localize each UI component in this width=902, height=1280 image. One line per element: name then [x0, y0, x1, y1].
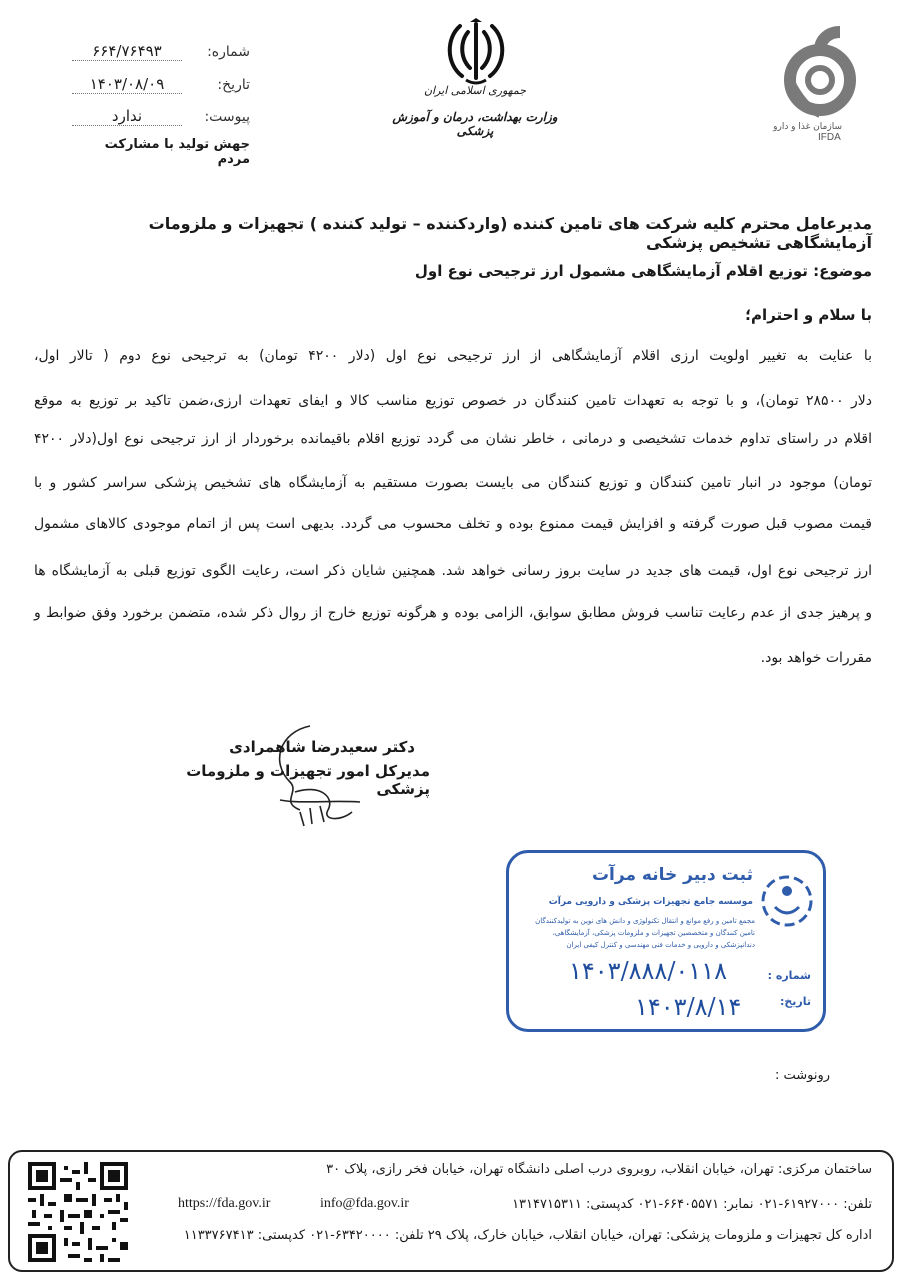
signer-name: دکتر سعیدرضا شاهمرادی [229, 738, 415, 756]
stamp-subtitle: موسسه جامع تجهیزات پزشکی و دارویی مرآت [548, 897, 753, 907]
letter-number-label: شماره: [207, 44, 250, 60]
body-line: قیمت مصوب قبل صورت گرفته و افزایش قیمت ممنوع بوده و تخلف محسوب می گردد. بدیهی است پس از اتمام موجودی کالاهای مشمول [34, 516, 872, 532]
stamp-date-handwritten: ۱۴۰۳/۸/۱۴ [635, 993, 742, 1021]
greeting: با سلام و احترام؛ [745, 306, 872, 324]
meraat-logo-icon [759, 873, 815, 929]
secretariat-stamp [506, 850, 826, 1032]
addressee: مدیرعامل محترم کلیه شرکت های تامین کننده (واردکننده – تولید کننده ) تجهیزات و ملزومات آزمایشگاهی تشخیص پزشکی [148, 214, 872, 252]
letter-date-row [60, 77, 250, 101]
stamp-small-line: دندانپزشکی و دارویی و خدمات فنی مهندسی و کنترل کیفی ایران [566, 941, 755, 949]
footer-contact: تلفن: ۶۱۹۲۷۰۰۰-۰۲۱ نمابر: ۶۶۴۰۵۵۷۱-۰۲۱ کدپستی: ۱۳۱۴۷۱۵۳۱۱ [512, 1197, 872, 1212]
letter-attachment-label: پیوست: [204, 109, 250, 125]
stamp-date-label: تاریخ: [779, 995, 811, 1008]
footer-email-link[interactable]: info@fda.gov.ir [320, 1196, 409, 1211]
stamp-small-line: تامین کنندگان و متخصصین تجهیزات و ملزومات پزشکی، آزمایشگاهی، [552, 929, 755, 937]
letterhead-footer [8, 1150, 894, 1272]
body-line: با عنایت به تغییر اولویت ارزی اقلام آزمایشگاهی از ارز ترجیحی نوع اول (دلار ۴۲۰۰ تومان) به ترجیحی نوع دوم ( تالار اول، [34, 348, 872, 364]
letter-attachment-value: ندارد [72, 107, 182, 126]
cc-label: رونوشت : [774, 1068, 830, 1083]
ministry-line-2: وزارت بهداشت، درمان و آموزش پزشکی [392, 110, 558, 138]
qr-code-icon [28, 1162, 128, 1262]
letter-number-row [60, 44, 250, 68]
letter-number-value: ۶۶۴/۷۶۴۹۳ [72, 42, 182, 61]
stamp-title: ثبت دبیر خانه مرآت [591, 865, 753, 885]
subject: موضوع: توزیع اقلام آزمایشگاهی مشمول ارز ترجیحی نوع اول [414, 262, 872, 280]
footer-address: ساختمان مرکزی: تهران، خیابان انقلاب، روبروی درب اصلی دانشگاه تهران، خیابان فخر رازی، پلاک ۳۰ [326, 1162, 872, 1177]
stamp-number-handwritten: ۱۴۰۳/۸۸۸/۰۱۱۸ [569, 957, 727, 985]
fda-name: سازمان غذا و دارو [773, 122, 842, 132]
signer-title: مدیرکل امور تجهیزات و ملزومات پزشکی [186, 762, 430, 798]
body-line: تومان) موجود در انبار تامین کنندگان و توزیع کنندگان می بایست بصورت مستقیم به آزمایشگاه های تشخیص پزشکی سراسر کشور و با [34, 475, 872, 491]
footer-office: اداره کل تجهیزات و ملزومات پزشکی: تهران، خیابان انقلاب، خیابان خارک، پلاک ۲۹ تلفن: ۶۳۴۲۰۰۰۰-۰۲۱ کدپستی: ۱۱۳۳۷۶۷۴۱۳ [183, 1228, 872, 1243]
stamp-number-label: شماره : [767, 969, 811, 982]
letter-date-label: تاریخ: [217, 77, 250, 93]
footer-website-link[interactable]: https://fda.gov.ir [178, 1196, 271, 1211]
stamp-small-line: مجمع تامین و رفع موانع و انتقال تکنولوژی و دانش های نوین به تولیدکنندگان [535, 917, 755, 925]
body-line: و پرهیز جدی از عدم رعایت تناسب فروش مطابق سوابق، الزامی بوده و هرگونه توزیع خارج از روال ذکر شده، متضمن برخورد وفق ضوابط و [34, 605, 872, 621]
letter-attachment-row [60, 109, 250, 133]
ministry-line-1: جمهوری اسلامی ایران [423, 84, 527, 97]
body-line: اقلام در راستای تداوم خدمات تشخیصی و درمانی ، خاطر نشان می گردد توزیع اقلام باقیمانده برخوردار از ارز ترجیحی نوع اول(دلار ۴۲۰۰ [34, 431, 872, 447]
body-line: دلار ۲۸۵۰۰ تومان)، و با توجه به تعهدات تامین کنندگان در خصوص توزیع مناسب کالا و ایفای تعهدات ارزی،ضمن تاکید بر توزیع به موقع [34, 393, 872, 409]
letter-date-value: ۱۴۰۳/۰۸/۰۹ [72, 75, 182, 94]
body-line: ارز ترجیحی نوع اول، قیمت های جدید در سایت بروز رسانی خواهد شد. همچنین شایان ذکر است، رعایت الگوی توزیع قبلی به آزمایشگاه ها [34, 563, 872, 579]
fda-english-label: IFDA [818, 132, 841, 143]
slogan: جهش تولید با مشارکت مردم [104, 137, 250, 167]
body-line: مقررات خواهد بود. [760, 650, 872, 666]
iran-emblem-icon [440, 18, 512, 88]
